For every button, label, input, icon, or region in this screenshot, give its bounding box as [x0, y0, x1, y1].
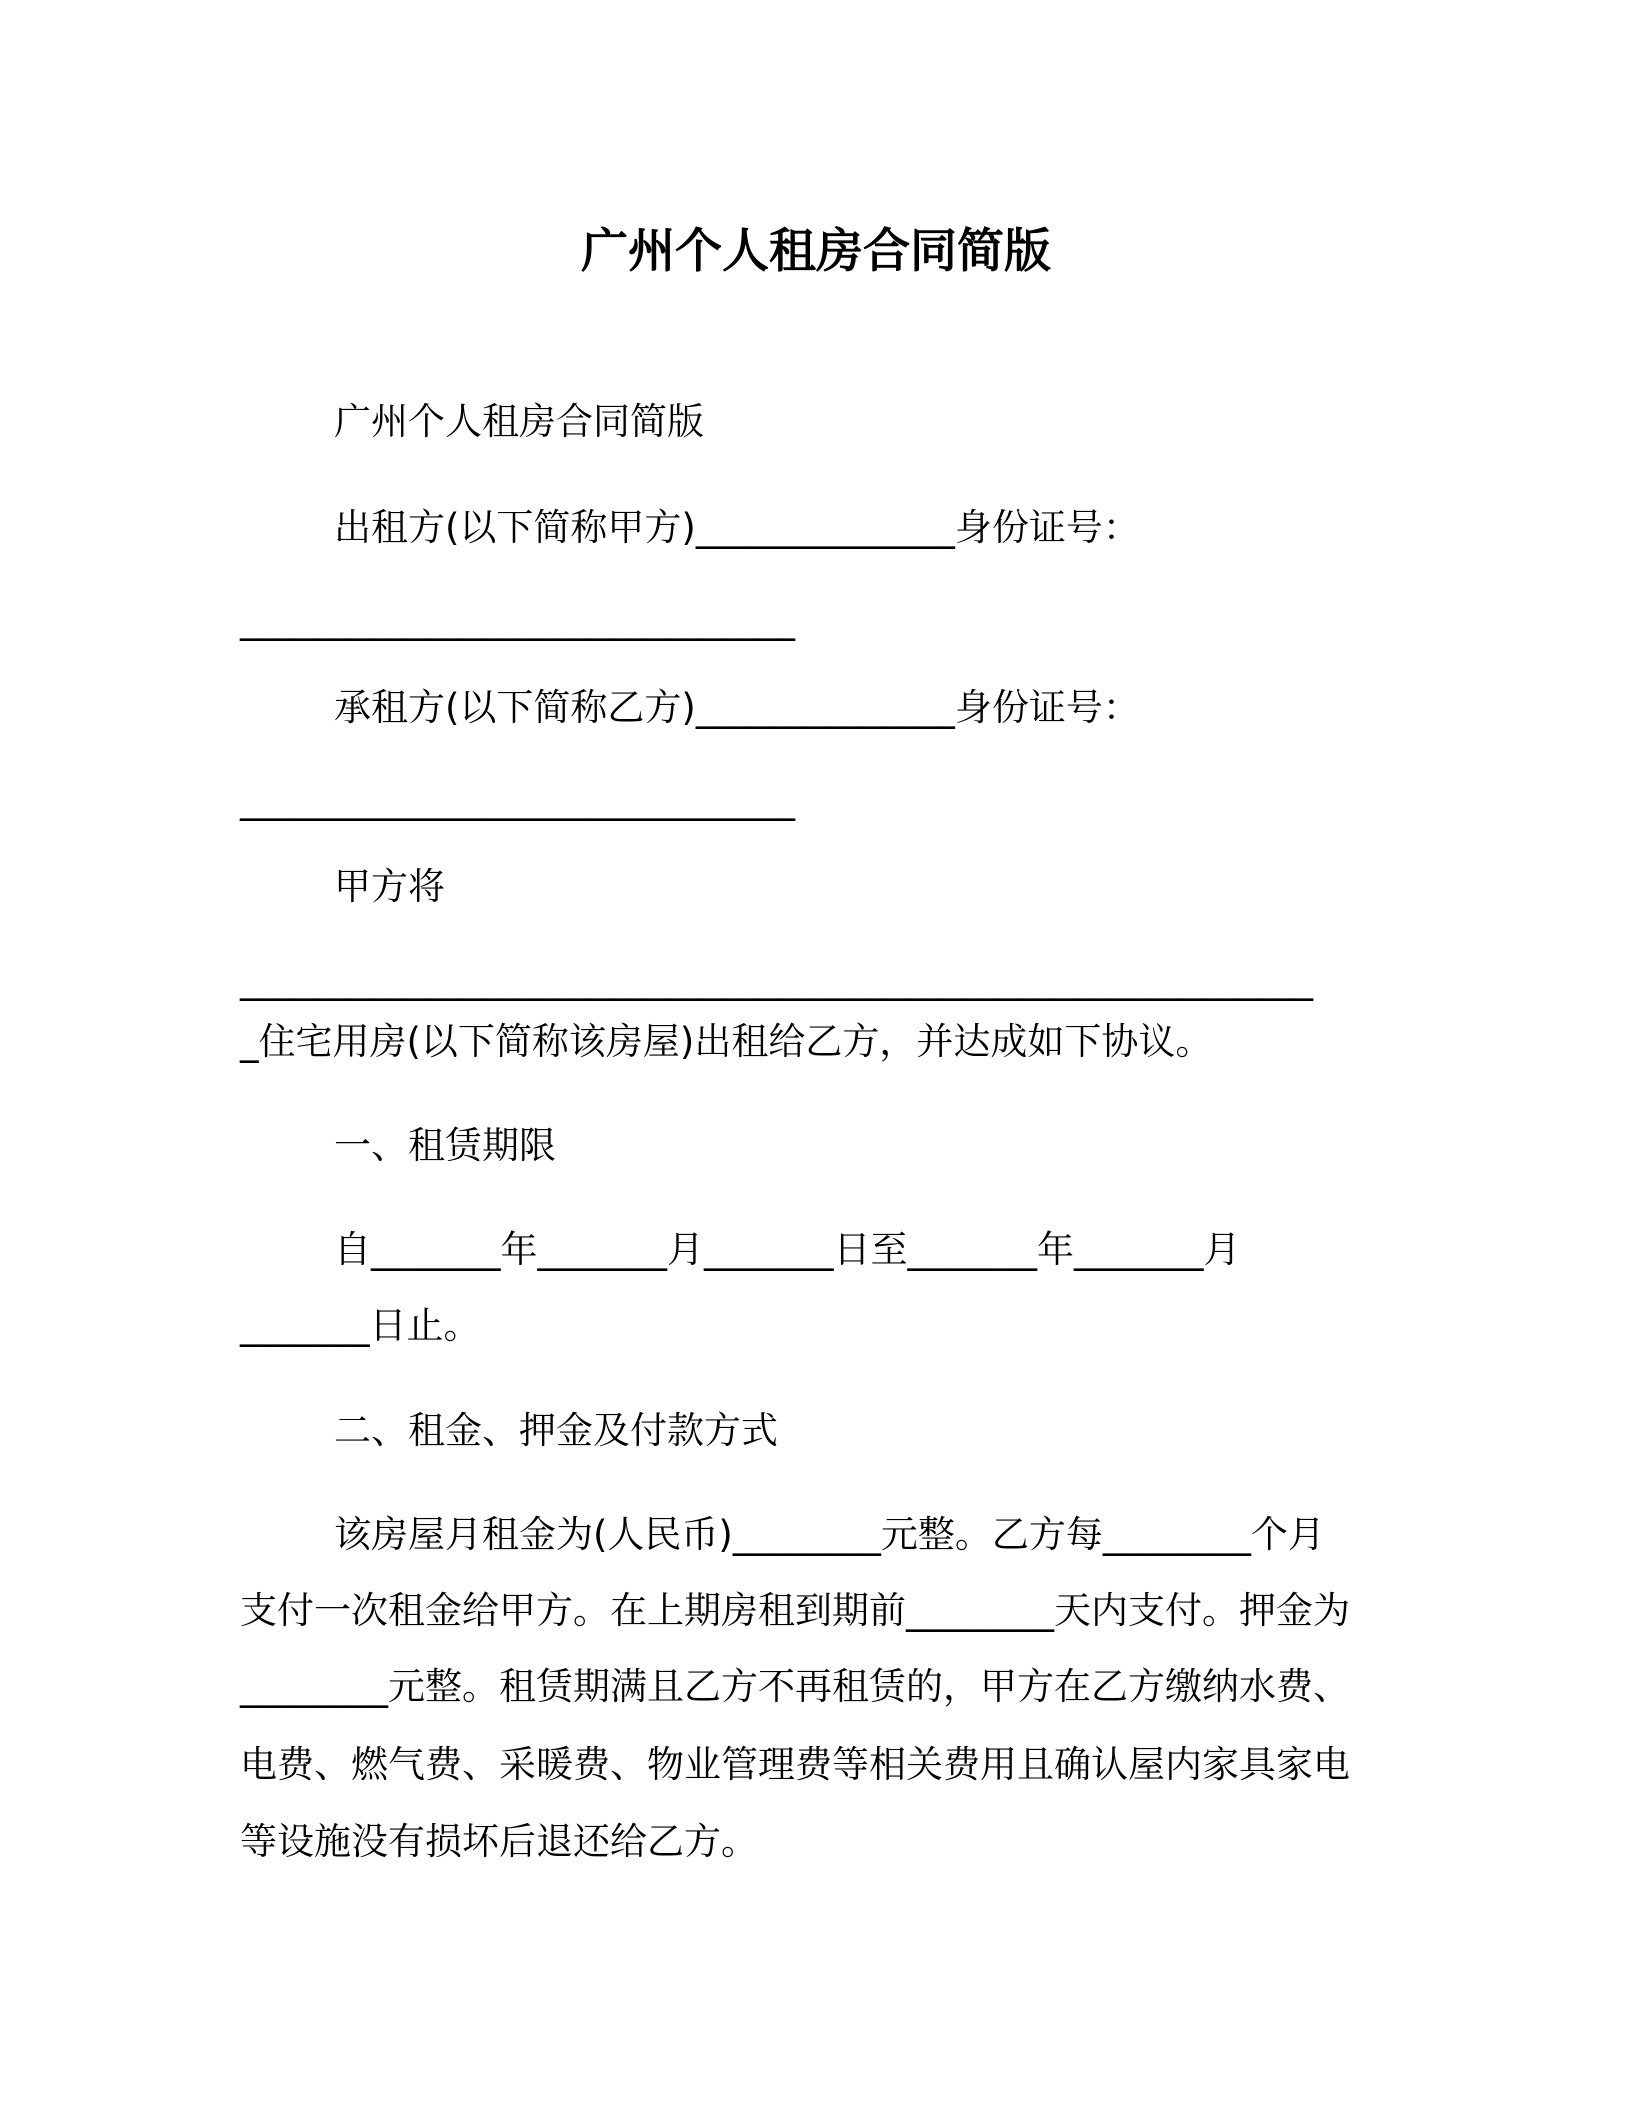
term-line-2: _______日止。: [240, 1304, 481, 1347]
rent-line-5: 等设施没有损坏后退还给乙方。: [240, 1820, 758, 1863]
property-blank: __________________________________________________________: [240, 958, 1313, 1001]
rent-line-4: 电费、燃气费、采暖费、物业管理费等相关费用且确认屋内家具家电: [240, 1743, 1350, 1786]
lessee-id-blank: ______________________________: [240, 778, 795, 821]
party-a-line: 甲方将: [334, 865, 445, 908]
property-line: _住宅用房(以下简称该房屋)出租给乙方，并达成如下协议。: [240, 1020, 1213, 1063]
rent-line-1: 该房屋月租金为(人民币)________元整。乙方每________个月: [334, 1513, 1325, 1556]
rent-line-3: ________元整。租赁期满且乙方不再租赁的，甲方在乙方缴纳水费、: [240, 1665, 1350, 1708]
lessor-line: 出租方(以下简称甲方)______________身份证号：: [334, 506, 1140, 549]
rent-line-2: 支付一次租金给甲方。在上期房租到期前________天内支付。押金为: [240, 1589, 1350, 1632]
document-title: 广州个人租房合同简版: [581, 224, 1051, 279]
lessor-id-blank: ______________________________: [240, 598, 795, 641]
lessee-line: 承租方(以下简称乙方)______________身份证号：: [334, 686, 1140, 729]
term-line-1: 自_______年_______月_______日至_______年_______月: [334, 1228, 1241, 1271]
section-1-heading: 一、租赁期限: [334, 1124, 556, 1167]
section-2-heading: 二、租金、押金及付款方式: [334, 1409, 778, 1452]
subtitle-line: 广州个人租房合同简版: [334, 400, 704, 443]
